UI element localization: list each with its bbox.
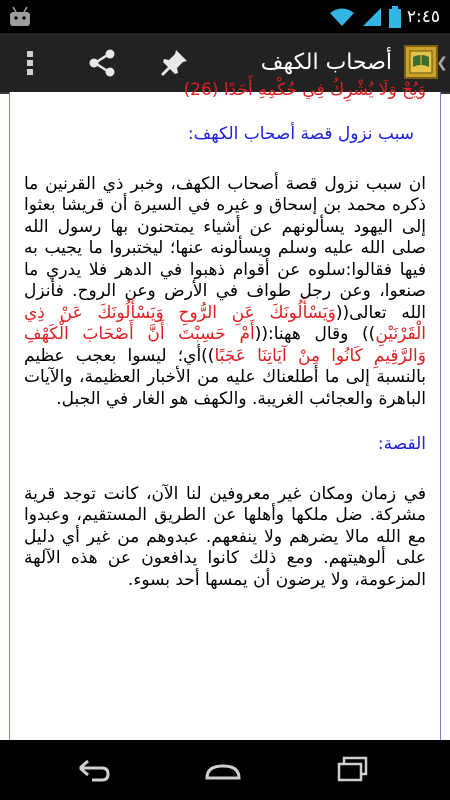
battery-icon <box>389 6 401 28</box>
signal-icon <box>361 7 383 27</box>
verse-quote-1: وَيَسْأَلُونَكَ عَنِ الرُّوحِ <box>178 302 336 323</box>
para1-text-b: )) وقال ههنا:(( <box>254 324 376 344</box>
status-bar <box>0 0 450 33</box>
back-icon[interactable] <box>72 754 112 786</box>
para1-text-a: ان سبب نزول قصة أصحاب الكهف، وخبر ذي القرنين ما ذكره محمد بن إسحاق و غيره في السيرة أن قريشا بعثوا إلى اليهود يسألونهم عن أشياء يمتحنون بها رسول الله صلى الله عليه وسلم ويسألونه عنها؛ ليختبروا ما يجيب به فيها فقالوا:سلوه عن أقوام ذهبوا في الدهر فلا يدري ما صنعوا، وعن رجل طواف في الأرض وعن الروح. فأنزل الله تعالى(( <box>24 173 426 323</box>
home-icon[interactable] <box>203 754 243 786</box>
android-icon <box>8 6 32 26</box>
quran-logo-icon[interactable] <box>404 45 438 79</box>
quran-book-icon <box>408 49 434 75</box>
overflow-menu-icon[interactable] <box>24 47 36 79</box>
paragraph-revelation-reason <box>24 174 426 411</box>
para1-text-c: ))أي؛ ليسوا بعجب عظيم بالنسبة إلى ما أطلعناك عليه من الأخبار العظيمة، والآيات الباهرة والعجائب الغريبة. والكهف هو الغار في الجبل. <box>24 345 426 409</box>
up-chevron-icon[interactable]: ❮ <box>436 55 448 71</box>
share-icon[interactable] <box>86 47 118 79</box>
paragraph-story: في زمان ومكان غير معروفين لنا الآن، كانت توجد قرية مشركة. ضل ملكها وأهلها عن الطريق المستقيم، وعبدوا مع الله مالا يضرهم ولا ينفعهم. عبدوهم من غير أي دليل على ألوهيتهم. ومع ذلك كانوا يدافعون عن هذه الآلهة المزعومة، ولا يرضون أن يمسها أحد بسوء. <box>24 483 426 590</box>
top-verse: وَيُحْ وَلَا يُشْرِكُ فِي حُكْمِهِ أَحَدًا (26) <box>183 80 426 100</box>
verse-quote-2: وَيَسْأَلُونَكَ عَنْ ذِي الْقَرْنَيْنِ <box>24 302 427 344</box>
heading-revelation-reason: سبب نزول قصة أصحاب الكهف: <box>187 124 414 144</box>
status-clock: ٢:٤٥ <box>406 6 440 27</box>
recents-icon[interactable] <box>334 754 374 786</box>
page-title: أصحاب الكهف <box>260 50 392 75</box>
article-scroll-view[interactable] <box>9 80 441 740</box>
navigation-bar <box>0 740 450 800</box>
heading-story: القصة: <box>377 434 426 454</box>
verse-quote-3: أَمْ حَسِبْتَ أَنَّ أَصْحَابَ الْكَهْفِ وَالرَّقِيمِ كَانُوا مِنْ آيَاتِنَا عَجَبًا <box>24 324 426 366</box>
article-body <box>10 78 440 591</box>
wifi-icon <box>329 7 355 27</box>
pin-icon[interactable] <box>158 47 190 79</box>
